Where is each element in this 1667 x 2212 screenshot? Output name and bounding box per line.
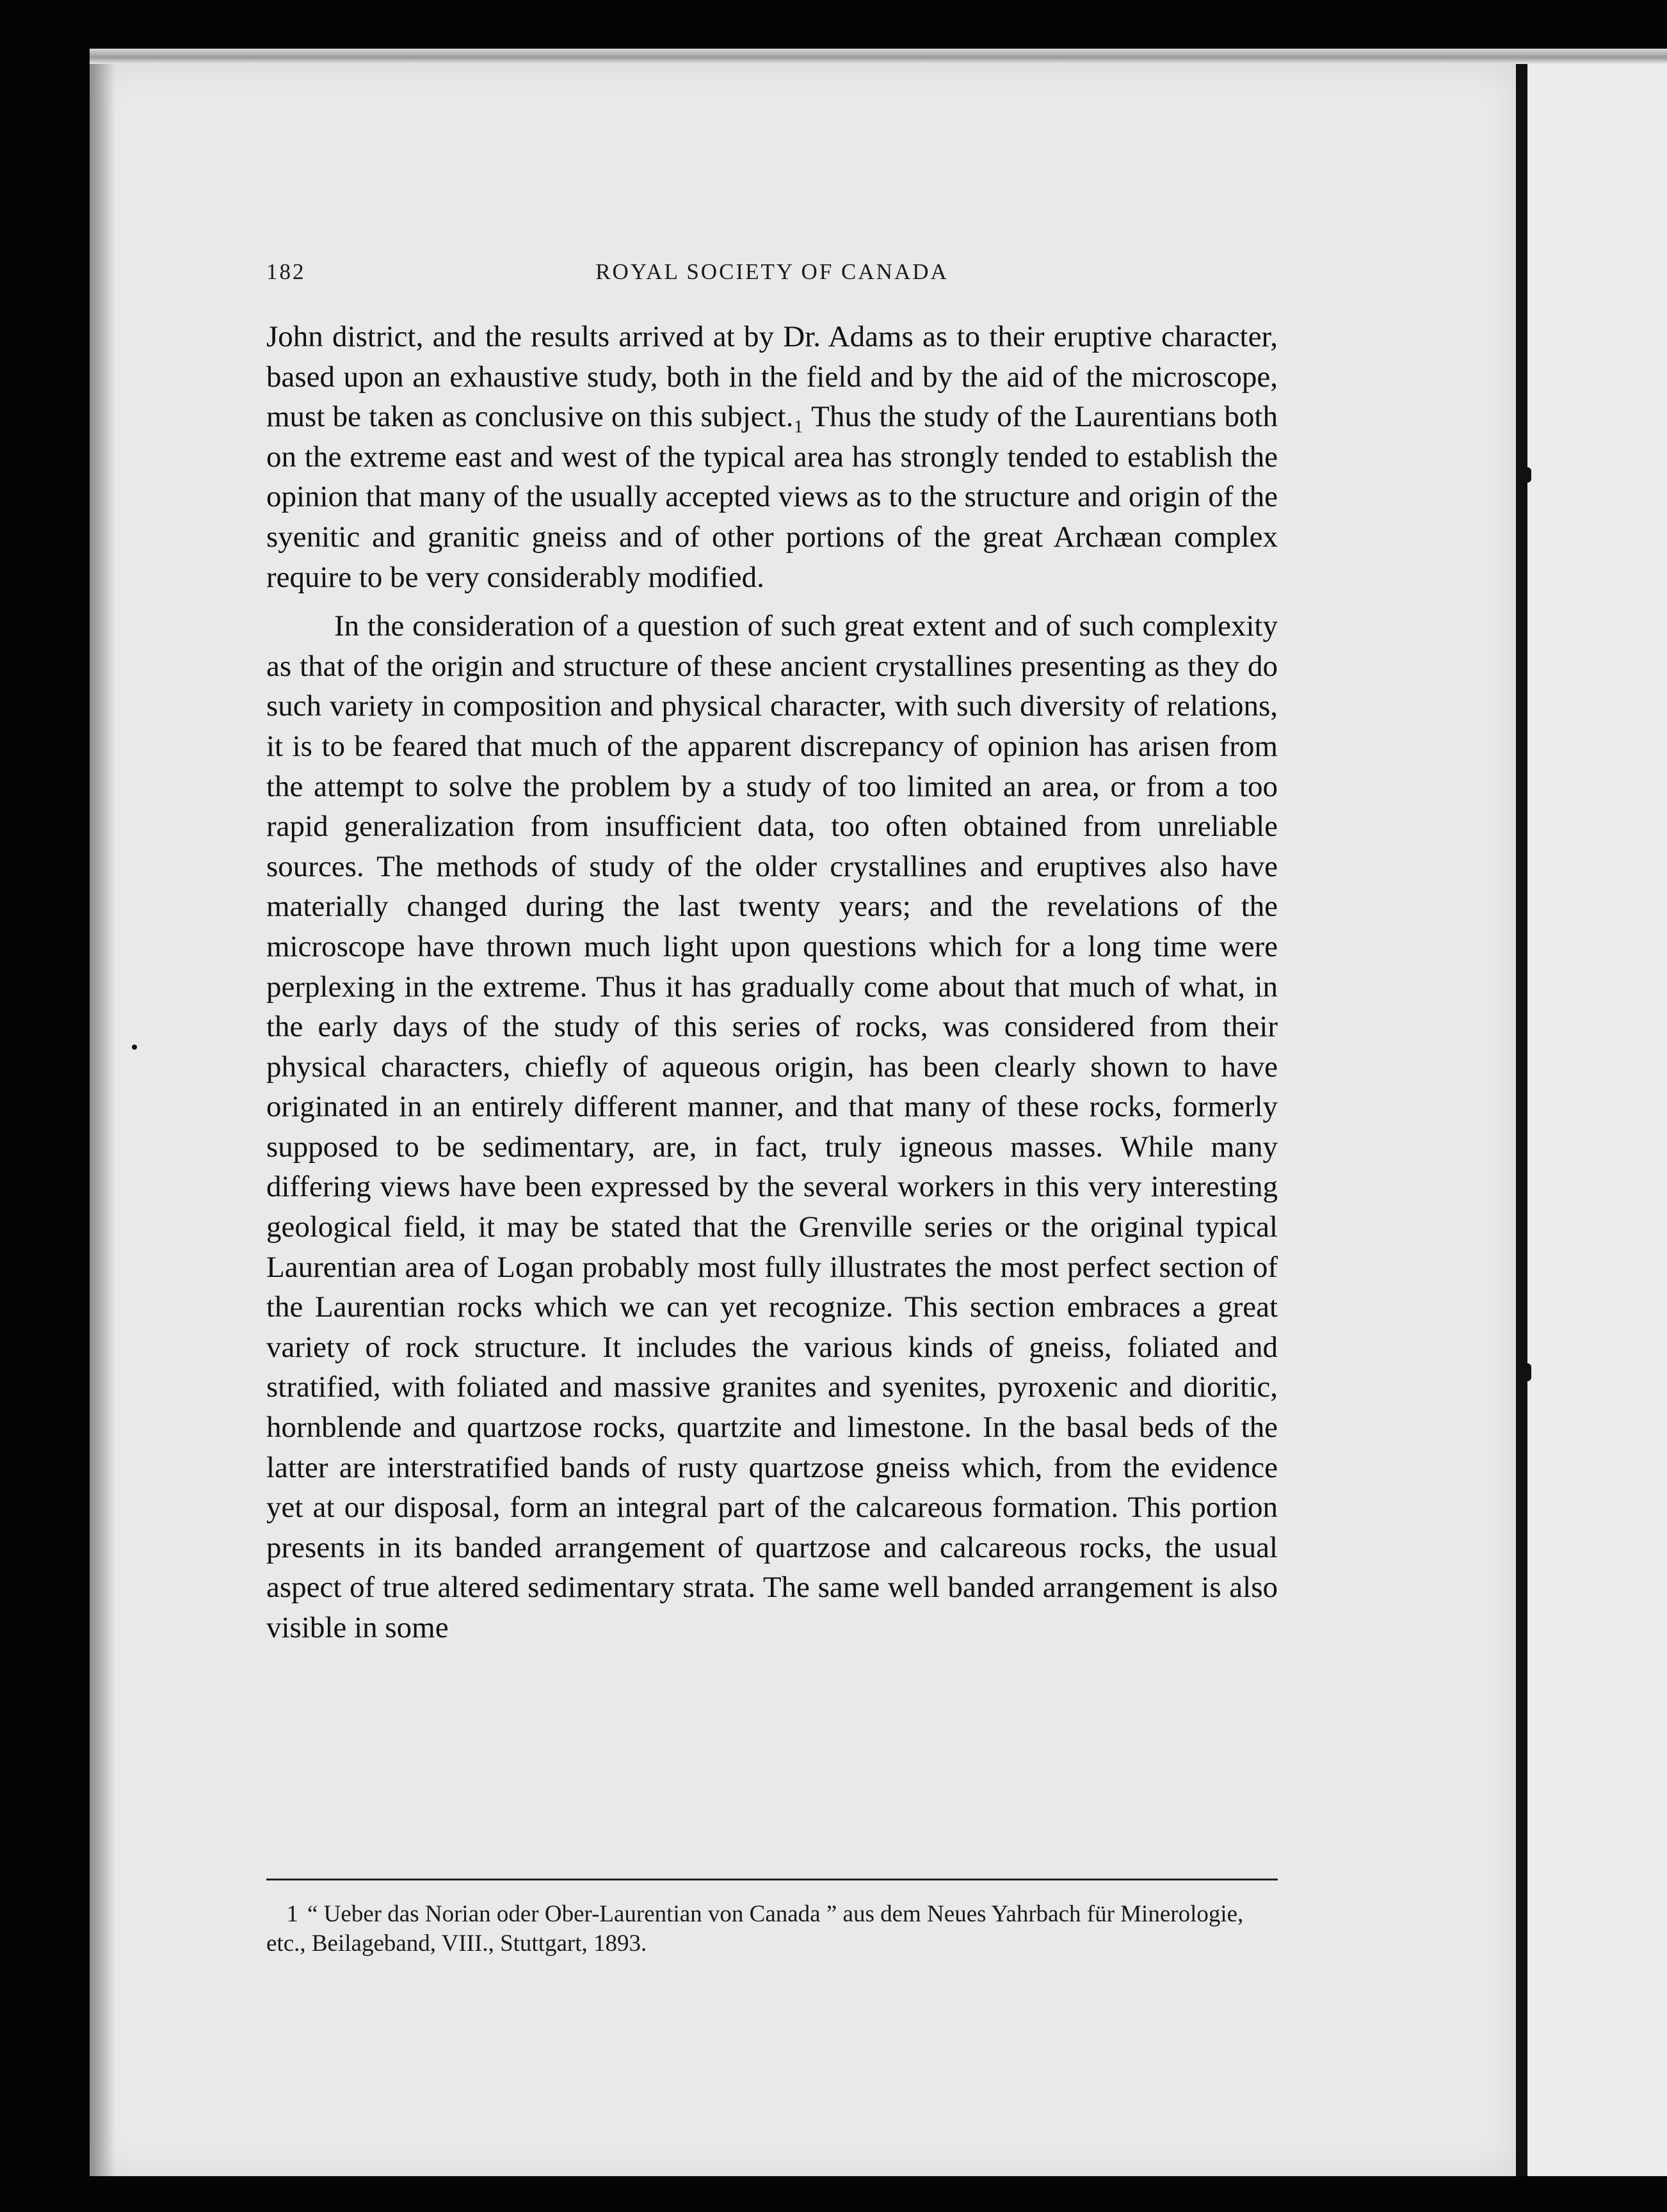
speck-mark bbox=[132, 1045, 137, 1050]
page-binding-shadow bbox=[90, 64, 115, 2176]
body-text bbox=[266, 317, 1278, 1648]
running-head bbox=[266, 259, 1278, 298]
speck-mark bbox=[1522, 1363, 1531, 1381]
running-title: ROYAL SOCIETY OF CANADA bbox=[595, 259, 949, 284]
footnote-rule bbox=[266, 1879, 1278, 1880]
speck-mark bbox=[1522, 467, 1531, 483]
paragraph-1: John district, and the results arrived at by Dr. Adams as to their eruptive character, based upon an exhaustive study, both in the field and by the aid of the microscope, must be taken as conclusive on this subject.₁ Thus the study of the Laurentians both on the extreme east and west of the typical area has strongly tended to establish the opinion that many of the usually accepted views as to the structure and origin of the syenitic and granitic gneiss and of other portions of the great Archæan complex require to be very considerably modified. bbox=[266, 320, 1278, 594]
facing-page-edge bbox=[1527, 64, 1667, 2176]
footnote-text: “ Ueber das Norian oder Ober-Laurentian von Canada ” aus dem Neues Yahrbach für Minerologie, etc., Beilageband, VIII., Stuttgart, 1893. bbox=[266, 1901, 1244, 1957]
book-gutter bbox=[1516, 64, 1527, 2176]
page-number: 182 bbox=[266, 259, 306, 284]
footnote bbox=[266, 1900, 1278, 1959]
footnote-marker: 1 bbox=[286, 1901, 298, 1927]
paragraph-2: In the consideration of a question of such great extent and of such complexity as that of the origin and structure of these ancient crystallines presenting as they do such variety in composition and physical character, with such diversity of relations, it is to be feared that much of the apparent discrepancy of opinion has arisen from the attempt to solve the problem by a study of too limited an area, or from a too rapid generalization from insufficient data, too often obtained from unreliable sources. The methods of study of the older crystallines and eruptives also have materially changed during the last twenty years; and the revelations of the microscope have thrown much light upon questions which for a long time were perplexing in the extreme. Thus it has gradually come about that much of what, in the early days of the study of this series of rocks, was considered from their physical characters, chiefly of aqueous origin, has been clearly shown to have originated in an entirely different manner, and that many of these rocks, formerly supposed to be sedimentary, are, in fact, truly igneous masses. While many differing views have been expressed by the several workers in this very interesting geological field, it may be stated that the Grenville series or the original typical Laurentian area of Logan probably most fully illustrates the most perfect section of the Laurentian rocks which we can yet recognize. This section embraces a great variety of rock structure. It includes the various kinds of gneiss, foliated and stratified, with foliated and massive granites and syenites, pyroxenic and dioritic, hornblende and quartzose rocks, quartzite and limestone. In the basal beds of the latter are interstratified bands of rusty quartzose gneiss which, from the evidence yet at our disposal, form an integral part of the calcareous formation. This portion presents in its banded arrangement of quartzose and calcareous rocks, the usual aspect of true altered sedimentary strata. The same well banded arrangement is also visible in some bbox=[266, 609, 1278, 1644]
